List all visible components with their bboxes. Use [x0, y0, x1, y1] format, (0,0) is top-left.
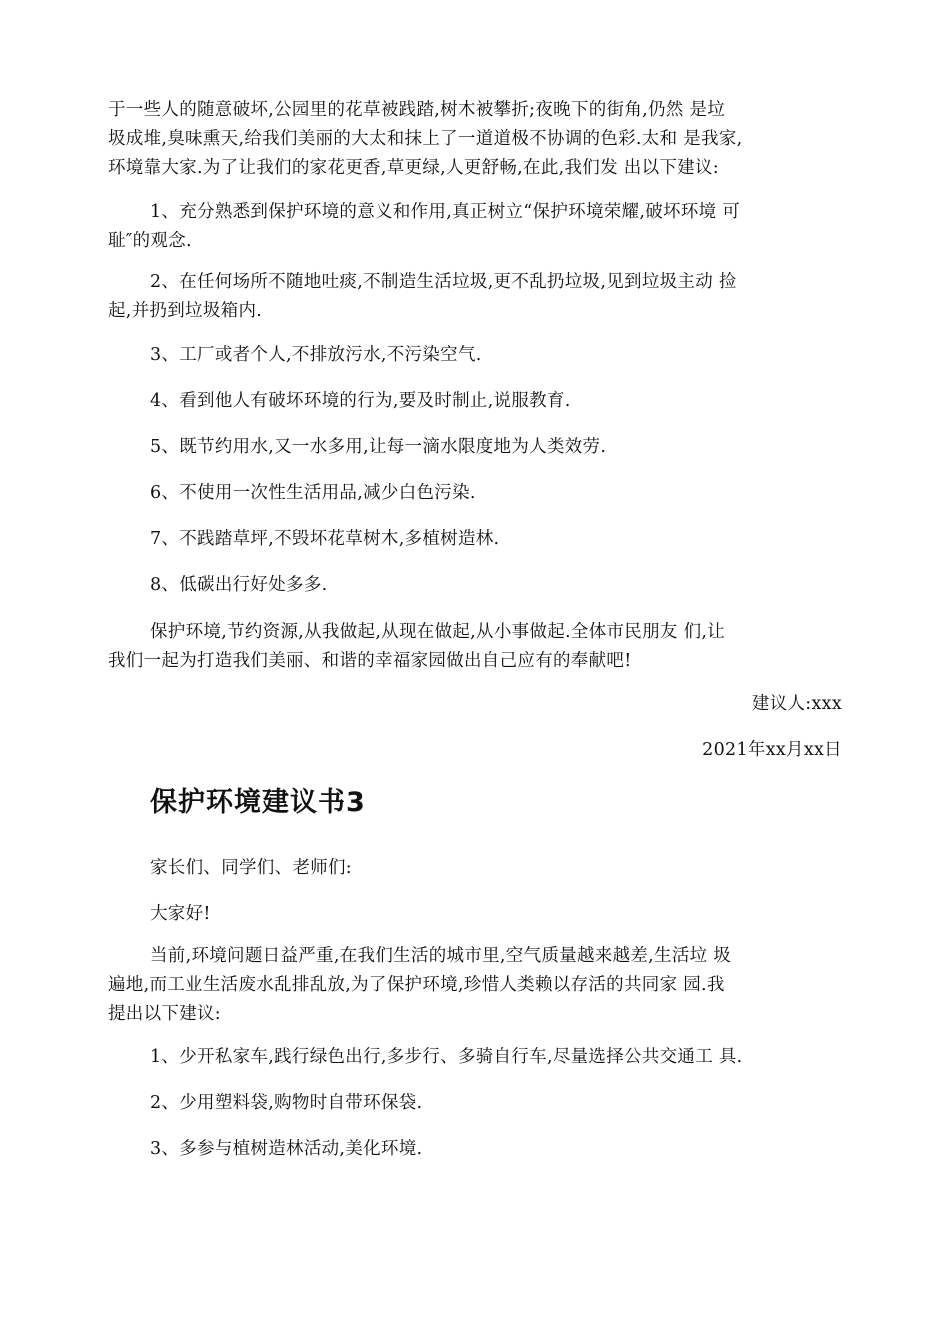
intro-line: 环境靠大家.为了让我们的家花更香,草更绿,人更舒畅,在此,我们发 出以下建议: [108, 158, 719, 178]
section-title: 保护环境建议书3 [150, 787, 366, 818]
section3-suggestion-line: 3、多参与植树造林活动,美化环境. [150, 1139, 423, 1159]
closing-line: 我们一起为打造我们美丽、和谐的幸福家园做出自己应有的奉献吧! [108, 651, 632, 671]
intro-line: 圾成堆,臭味熏天,给我们美丽的大太和抹上了一道道极不协调的色彩.太和 是我家, [108, 129, 743, 149]
suggestion-line: 2、在任何场所不随地吐痰,不制造生活垃圾,更不乱扔垃圾,见到垃圾主动 捡 [150, 272, 737, 292]
suggestion-line: 耻″的观念. [108, 231, 192, 251]
intro-paragraph [108, 96, 843, 183]
section3-intro-line: 遍地,而工业生活废水乱排乱放,为了保护环境,珍惜人类赖以存活的共同家 园.我 [108, 975, 725, 995]
salutation-text: 家长们、同学们、老师们: [150, 858, 352, 878]
suggestion-line: 起,并扔到垃圾箱内. [108, 301, 263, 321]
section3-suggestion [108, 1089, 843, 1118]
signature: 建议人:xxx [751, 694, 842, 714]
section3-suggestion-line: 2、少用塑料袋,购物时自带环保袋. [150, 1093, 423, 1113]
suggestion-line: 6、不使用一次性生活用品,减少白色污染. [150, 483, 476, 503]
greeting [108, 900, 843, 929]
suggestion-line: 3、工厂或者个人,不排放污水,不污染空气. [150, 345, 482, 365]
suggestion-item [108, 198, 843, 256]
greeting-text: 大家好! [150, 904, 211, 924]
closing-line: 保护环境,节约资源,从我做起,从现在做起,从小事做起.全体市民朋友 们,让 [150, 622, 726, 642]
suggestion-line: 7、不践踏草坪,不毁坏花草树木,多植树造林. [150, 529, 500, 549]
salutation [108, 854, 843, 883]
suggestion-item [108, 525, 843, 554]
suggestion-item [108, 433, 843, 462]
suggestion-line: 4、看到他人有破坏环境的行为,要及时制止,说服教育. [150, 391, 571, 411]
suggestion-line: 1、充分熟悉到保护环境的意义和作用,真正树立“保护环境荣耀,破坏环境 可 [150, 202, 741, 222]
section3-intro-line: 提出以下建议: [108, 1004, 221, 1024]
closing-paragraph [108, 618, 843, 676]
date: 2021年xx月xx日 [702, 740, 842, 760]
section3-intro-line: 当前,环境问题日益严重,在我们生活的城市里,空气质量越来越差,生活垃 圾 [150, 946, 732, 966]
suggestion-item [108, 341, 843, 370]
suggestion-item [108, 479, 843, 508]
section3-suggestion [108, 1043, 843, 1072]
intro-line: 于一些人的随意破坏,公园里的花草被践踏,树木被攀折;夜晚下的街角,仍然 是垃 [108, 100, 726, 120]
suggestion-line: 5、既节约用水,又一水多用,让每一滴水限度地为人类效劳. [150, 437, 607, 457]
section3-suggestion [108, 1135, 843, 1164]
suggestion-item [108, 571, 843, 600]
suggestion-item [108, 268, 843, 326]
suggestion-line: 8、低碳出行好处多多. [150, 575, 328, 595]
section3-intro-paragraph [108, 942, 843, 1029]
section3-suggestion-line: 1、少开私家车,践行绿色出行,多步行、多骑自行车,尽量选择公共交通工 具. [150, 1047, 743, 1067]
suggestion-item [108, 387, 843, 416]
